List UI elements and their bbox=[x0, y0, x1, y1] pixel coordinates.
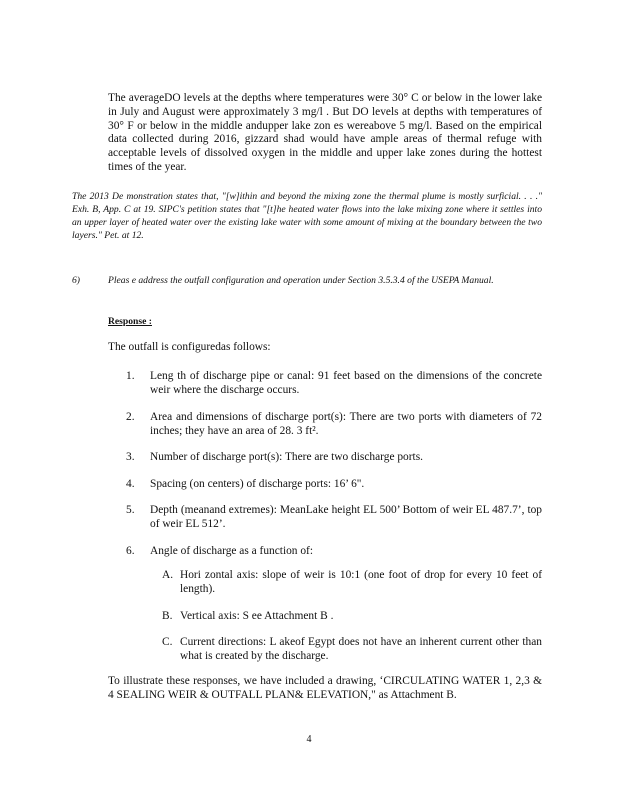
list-item-text: Angle of discharge as a function of: bbox=[150, 544, 314, 557]
list-item-number: 1. bbox=[126, 370, 135, 382]
question-number: 6) bbox=[72, 275, 80, 286]
sublist-item bbox=[162, 635, 542, 663]
angle-sublist bbox=[162, 568, 542, 676]
list-item-text: Number of discharge port(s): There are two discharge ports. bbox=[150, 451, 423, 464]
sublist-item-letter: A. bbox=[162, 569, 174, 581]
sublist-item bbox=[162, 568, 542, 596]
list-item-text: Spacing (on centers) of discharge ports: 16’ 6". bbox=[150, 477, 365, 490]
list-item bbox=[126, 450, 542, 464]
question-text: Pleas e address the outfall configuration and operation under Section 3.5.3.4 of the USEPA Manual. bbox=[108, 275, 494, 286]
page-number: 4 bbox=[306, 734, 312, 745]
list-item-number: 5. bbox=[126, 503, 135, 516]
list-item bbox=[126, 544, 542, 558]
list-item bbox=[126, 503, 542, 531]
outfall-intro: The outfall is configuredas follows: bbox=[108, 341, 271, 353]
list-item-number: 6. bbox=[126, 544, 135, 557]
closing-paragraph: To illustrate these responses, we have included a drawing, ‘CIRCULATING WATER 1, 2,3 & 4 SEALING WEIR & OUTFALL PLAN& ELEVATION," as Attachment B. bbox=[108, 675, 542, 702]
sublist-item-letter: C. bbox=[162, 635, 173, 648]
list-item-number: 4. bbox=[126, 477, 135, 490]
list-item-number: 2. bbox=[126, 410, 135, 423]
list-item-number: 3. bbox=[126, 451, 135, 464]
list-item bbox=[126, 369, 542, 397]
list-item-text: Leng th of discharge pipe or canal: 91 feet based on the dimensions of the concrete weir where the discharge occurs. bbox=[150, 370, 542, 397]
sublist-item-letter: B. bbox=[162, 609, 173, 622]
list-item bbox=[126, 477, 542, 491]
list-item-text: Depth (meanand extremes): MeanLake height EL 500’ Bottom of weir EL 487.7’, top of weir EL 512’. bbox=[150, 503, 542, 531]
sublist-item-text: Hori zontal axis: slope of weir is 10:1 (one foot of drop for every 10 feet of length). bbox=[180, 569, 542, 596]
list-item-text: Area and dimensions of discharge port(s): There are two ports with diameters of 72 inches; they have an area of 28. 3 ft². bbox=[150, 410, 542, 437]
sublist-item-text: Current directions: L akeof Egypt does not have an inherent current other than what is created by the discharge. bbox=[180, 635, 542, 663]
sublist-item bbox=[162, 609, 542, 623]
response-heading: Response : bbox=[108, 316, 152, 327]
paragraph-dissolved-oxygen: The averageDO levels at the depths where temperatures were 30° C or below in the lower lake in July and August were approximately 3 mg/l . But DO levels at depths with temperatures of 30° F or below in the middle andupper lake zon es wereabove 5 mg/l. Based on the empirical data collected during 2016, gizzard shad would have ample areas of thermal refuge with acceptable levels of dissolved oxygen in the middle and upper lake zones during the hottest times of the year. bbox=[108, 92, 542, 173]
outfall-config-list bbox=[126, 369, 542, 570]
sublist-item-text: Vertical axis: S ee Attachment B . bbox=[180, 609, 334, 622]
quotation-paragraph: The 2013 De monstration states that, "[w]ithin and beyond the mixing zone the thermal plume is mostly surficial. . . ." Exh. B, App. C at 19. SIPC's petition states that "[t]he heated water flows into the lake mixing zone where it settles into an upper layer of heated water over the existing lake water with some amount of mixing at the boundary between the two layers." Pet. at 12. bbox=[72, 191, 542, 241]
list-item bbox=[126, 410, 542, 438]
